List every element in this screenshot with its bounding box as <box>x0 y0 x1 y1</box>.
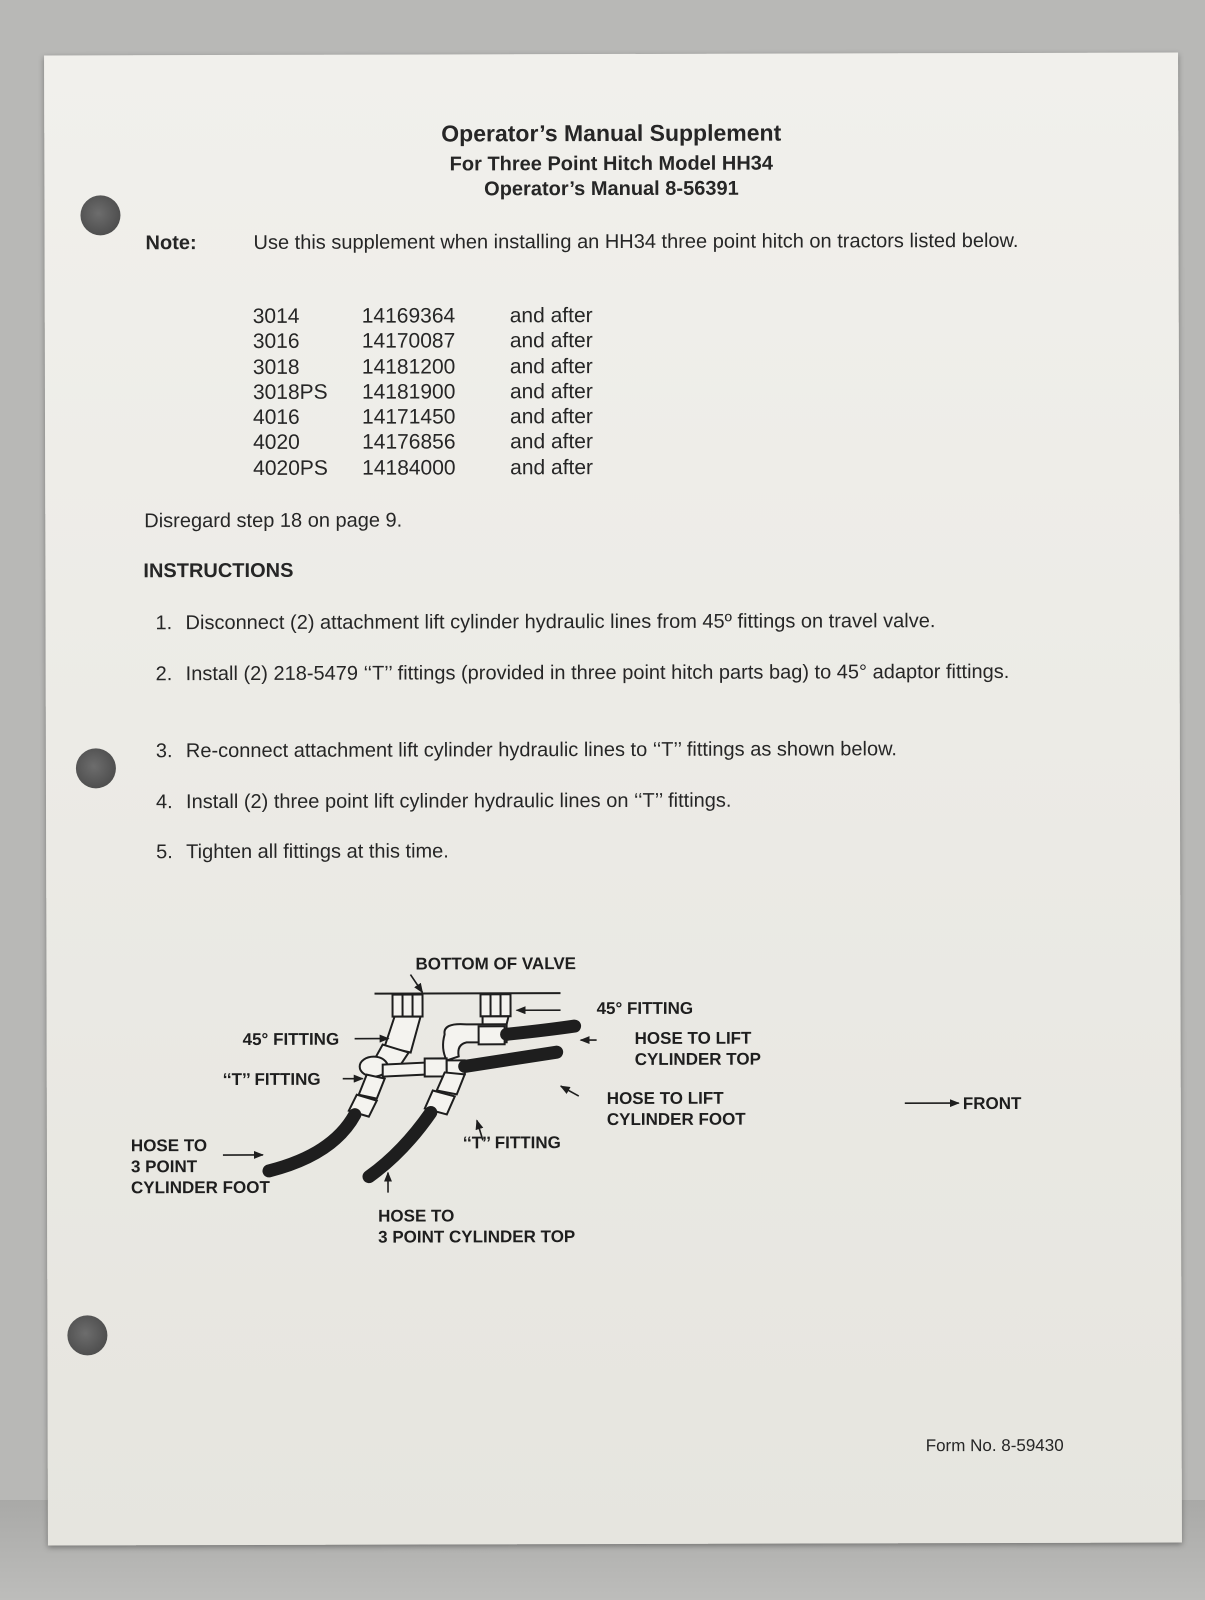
label-hose-3pt-foot-line1: HOSE TO <box>130 1136 208 1156</box>
model-number: 3016 <box>252 330 300 354</box>
model-number: 3014 <box>252 304 300 328</box>
page-subtitle: For Three Point Hitch Model HH34 <box>449 152 774 176</box>
label-hose-3pt-foot-line3: CYLINDER FOOT <box>130 1177 270 1198</box>
manual-reference: Operator’s Manual 8-56391 <box>484 177 739 201</box>
label-hose-3pt-foot-line2: 3 POINT <box>130 1157 198 1177</box>
serial-qualifier: and after <box>509 354 593 378</box>
arrow-hose-lift-foot <box>561 1086 579 1096</box>
label-bottom-of-valve: BOTTOM OF VALVE <box>415 954 577 974</box>
step-text: Tighten all fittings at this time. <box>186 840 449 864</box>
disregard-note: Disregard step 18 on page 9. <box>144 509 403 533</box>
model-number: 4016 <box>252 406 300 430</box>
step-number: 5. <box>156 841 173 864</box>
label-hose-3pt-top-line1: HOSE TO <box>378 1206 455 1226</box>
punch-hole-middle <box>76 748 116 788</box>
step-number: 1. <box>155 612 173 635</box>
label-45-fitting-right: 45° FITTING <box>596 998 694 1019</box>
label-front: FRONT <box>962 1093 1022 1114</box>
serial-number: 14169364 <box>361 304 456 328</box>
document-page <box>44 53 1182 1546</box>
serial-qualifier: and after <box>509 379 593 404</box>
page-title: Operator’s Manual Supplement <box>441 119 782 147</box>
form-number: Form No. 8-59430 <box>925 1435 1064 1456</box>
label-t-fitting-left: ‘‘T’’ FITTING <box>222 1069 321 1090</box>
instruction-step-3 <box>155 736 1036 763</box>
label-hose-lift-foot-line1: HOSE TO LIFT <box>606 1088 724 1109</box>
serial-qualifier: and after <box>510 430 594 454</box>
step-text: Install (2) three point lift cylinder hydraulic lines on ‘‘T’’ fittings. <box>185 789 732 814</box>
instruction-step-4 <box>155 787 1036 814</box>
serial-qualifier: and after <box>509 329 593 353</box>
instruction-step-5 <box>156 837 1036 864</box>
hose-3pt-cylinder-top <box>369 1112 431 1176</box>
serial-qualifier: and after <box>509 405 593 429</box>
label-hose-3pt-top-line2: 3 POINT CYLINDER TOP <box>378 1227 576 1247</box>
serial-number: 14184000 <box>362 456 456 480</box>
model-number: 3018 <box>252 355 300 379</box>
hose-3pt-cylinder-foot <box>269 1115 355 1171</box>
serial-qualifier: and after <box>509 304 593 328</box>
step-number: 2. <box>155 663 173 686</box>
note-label: Note: <box>145 232 197 255</box>
label-t-fitting-bottom: ‘‘T’’ FITTING <box>462 1133 561 1153</box>
hydraulic-fitting-diagram <box>126 943 1047 1255</box>
label-45-fitting-left: 45° FITTING <box>242 1029 340 1049</box>
step-text: Disconnect (2) attachment lift cylinder hydraulic lines from 45º fittings on travel valve. <box>185 610 936 635</box>
label-hose-lift-top-line1: HOSE TO LIFT <box>634 1028 752 1048</box>
serial-number: 14176856 <box>362 430 456 455</box>
serial-number: 14181900 <box>361 380 456 404</box>
instruction-step-2 <box>155 659 1036 686</box>
hose-lift-cylinder-foot <box>465 1052 557 1066</box>
model-number: 3018PS <box>252 380 328 404</box>
model-number: 4020PS <box>253 456 328 480</box>
arrow-bottom-of-valve <box>410 974 422 992</box>
step-text: Install (2) 218-5479 ‘‘T’’ fittings (provided in three point hitch parts bag) to 45° adaptor fittings. <box>185 660 1010 686</box>
serial-number: 14171450 <box>361 405 456 429</box>
instruction-step-1 <box>155 608 1036 635</box>
punch-hole-bottom <box>67 1315 107 1355</box>
right-45-fitting <box>443 994 511 1060</box>
instructions-heading: INSTRUCTIONS <box>143 559 294 583</box>
label-hose-lift-foot-line2: CYLINDER FOOT <box>606 1109 746 1130</box>
serial-number: 14170087 <box>361 329 456 353</box>
serial-qualifier: and after <box>510 455 594 480</box>
step-number: 4. <box>155 791 173 814</box>
step-text: Re-connect attachment lift cylinder hydraulic lines to ‘‘T’’ fittings as shown below. <box>185 738 897 763</box>
note-text: Use this supplement when installing an HH34 three point hitch on tractors listed below. <box>253 229 1019 254</box>
label-hose-lift-top-line2: CYLINDER TOP <box>634 1049 761 1069</box>
hose-lift-cylinder-top <box>507 1026 575 1034</box>
model-number: 4020 <box>253 431 300 455</box>
step-number: 3. <box>155 740 173 763</box>
serial-number: 14181200 <box>361 355 456 379</box>
